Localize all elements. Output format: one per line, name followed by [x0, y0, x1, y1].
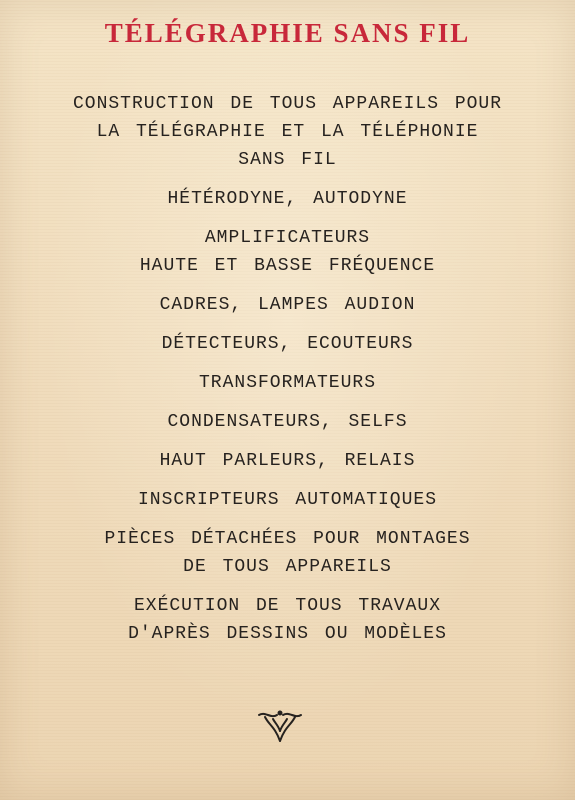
- list-line: D'APRÈS DESSINS OU MODÈLES: [128, 624, 447, 644]
- list-line: DE TOUS APPAREILS: [183, 557, 392, 577]
- list-item-inscripteurs: [0, 486, 575, 514]
- list-line: CONSTRUCTION DE TOUS APPAREILS POUR: [72, 94, 503, 114]
- list-line: LA TÉLÉGRAPHIE ET LA TÉLÉPHONIE: [96, 122, 479, 142]
- list-line: HAUTE ET BASSE FRÉQUENCE: [139, 256, 436, 276]
- page-title: TÉLÉGRAPHIE SANS FIL: [104, 18, 471, 48]
- list-item-cadres: [0, 291, 575, 319]
- list-item-detecteurs: [0, 330, 575, 358]
- list-line: HAUT PARLEURS, RELAIS: [159, 451, 416, 471]
- list-item-construction: [0, 90, 575, 174]
- list-line: CONDENSATEURS, SELFS: [167, 412, 408, 432]
- list-line: HÉTÉRODYNE, AUTODYNE: [167, 189, 408, 209]
- list-line: SANS FIL: [238, 150, 337, 170]
- list-item-condensateurs: [0, 408, 575, 436]
- list-line: CADRES, LAMPES AUDION: [159, 295, 416, 315]
- list-item-pieces: [0, 525, 575, 581]
- list-line: AMPLIFICATEURS: [204, 228, 371, 248]
- fleuron-ornament-icon: [255, 707, 305, 747]
- list-item-heterodyne: [0, 185, 575, 213]
- list-line: EXÉCUTION DE TOUS TRAVAUX: [133, 596, 442, 616]
- list-item-transformateurs: [0, 369, 575, 397]
- list-item-execution: [0, 592, 575, 648]
- list-line: PIÈCES DÉTACHÉES POUR MONTAGES: [104, 529, 471, 549]
- list-item-haut-parleurs: [0, 447, 575, 475]
- product-list: [0, 90, 575, 659]
- list-line: INSCRIPTEURS AUTOMATIQUES: [137, 490, 438, 510]
- list-line: DÉTECTEURS, ECOUTEURS: [161, 334, 414, 354]
- list-line: TRANSFORMATEURS: [198, 373, 377, 393]
- list-item-amplificateurs: [0, 224, 575, 280]
